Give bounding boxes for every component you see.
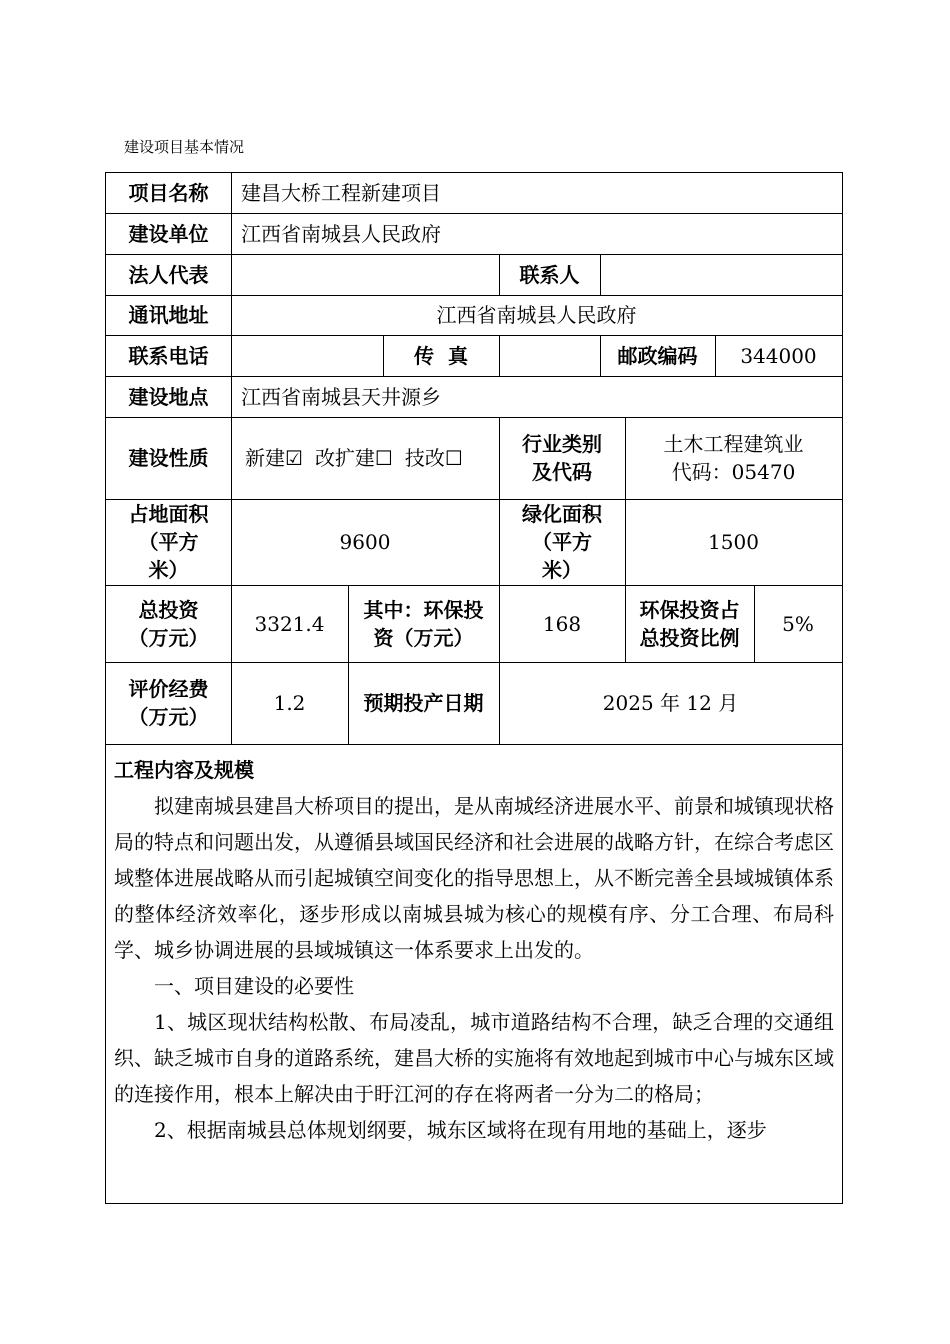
industry-label — [499, 417, 625, 499]
invest-label — [106, 585, 231, 662]
address-label: 通讯地址 — [128, 303, 209, 327]
date-value: 2025 年 12 月 — [602, 691, 739, 715]
unit-value: 江西省南城县人民政府 — [241, 221, 441, 246]
industry-value — [625, 417, 842, 499]
area-label-line3: 米） — [148, 558, 189, 582]
invest-value: 3321.4 — [254, 611, 325, 636]
fee-label-line2: （万元） — [128, 705, 209, 729]
nature-new-checkbox: 新建☑ — [245, 446, 303, 470]
nature-expand-checkbox: 改扩建☐ — [314, 446, 393, 470]
site-value: 江西省南城县天井源乡 — [241, 384, 441, 409]
content-heading: 工程内容及规模 — [114, 758, 254, 782]
ratio-value: 5% — [782, 611, 814, 636]
green-label-line2: （平方 — [532, 530, 592, 554]
phone-value — [231, 335, 383, 376]
project-info-table — [105, 172, 843, 1204]
nature-options — [231, 417, 499, 499]
unit-label: 建设单位 — [128, 221, 209, 246]
env-invest-label-line2: 资（万元） — [373, 625, 474, 650]
project-name-value: 建昌大桥工程新建项目 — [241, 181, 441, 205]
env-invest-label-line1: 其中：环保投 — [363, 597, 484, 622]
section-caption: 建设项目基本情况 — [124, 138, 245, 156]
invest-label-line2: （万元） — [128, 625, 209, 650]
fee-value: 1.2 — [273, 691, 306, 715]
content-paragraph-item2: 2、根据南城县总体规划纲要，城东区域将在现有用地的基础上，逐步 — [154, 1118, 767, 1142]
area-value: 9600 — [339, 530, 391, 554]
address-value: 江西省南城县人民政府 — [436, 303, 637, 327]
postcode-value: 344000 — [740, 343, 817, 368]
invest-label-line1: 总投资 — [138, 597, 199, 622]
area-label-line1: 占地面积 — [128, 502, 209, 526]
green-label-line3: 米） — [542, 558, 582, 582]
ratio-label-line1: 环保投资占 — [639, 597, 740, 622]
green-value: 1500 — [708, 530, 759, 554]
fax-value — [499, 335, 600, 376]
industry-label-line2: 及代码 — [532, 460, 592, 484]
content-paragraph-necessity: 一、项目建设的必要性 — [154, 974, 354, 998]
area-label-line2: （平方 — [138, 530, 199, 554]
legal-rep-value — [231, 254, 499, 295]
contact-value — [600, 254, 842, 295]
phone-label: 联系电话 — [128, 343, 209, 368]
green-label-line1: 绿化面积 — [522, 502, 602, 526]
green-label — [499, 499, 625, 585]
contact-label: 联系人 — [519, 262, 580, 287]
ratio-label — [625, 585, 754, 662]
content-paragraph-intro: 拟建南城县建昌大桥项目的提出，是从南城经济进展水平、前景和城镇现状格局的特点和问题出发，从遵循县域国民经济和社会进展的战略方针，在综合考虑区域整体进展战略从而引起城镇空间变化的指导思想上，从不断完善全县域城镇体系的整体经济效率化，逐步形成以南城县城为核心的规模有序、分工合理、布局科学、城乡协调进展的县域城镇这一体系要求上出发的。 — [114, 794, 834, 962]
env-invest-label — [348, 585, 499, 662]
legal-rep-label: 法人代表 — [128, 262, 209, 287]
industry-value-line1: 土木工程建筑业 — [663, 432, 804, 456]
area-label — [106, 499, 231, 585]
project-name-label: 项目名称 — [128, 181, 209, 205]
nature-label: 建设性质 — [128, 446, 209, 470]
industry-code: 代码：05470 — [671, 460, 796, 484]
env-invest-value: 168 — [542, 611, 582, 636]
content-paragraph-item1: 1、城区现状结构松散、布局凌乱，城市道路结构不合理，缺乏合理的交通组织、缺乏城市自身的道路系统，建昌大桥的实施将有效地起到城市中心与城东区域的连接作用，根本上解决由于盱江河的存在将两者一分为二的格局； — [114, 1010, 834, 1106]
date-label: 预期投产日期 — [363, 691, 484, 715]
project-content-section — [106, 744, 842, 1203]
ratio-label-line2: 总投资比例 — [639, 625, 740, 650]
industry-label-line1: 行业类别 — [522, 432, 602, 456]
site-label: 建设地点 — [128, 384, 209, 409]
postcode-label: 邮政编码 — [617, 343, 698, 368]
fee-label — [106, 662, 231, 744]
fee-label-line1: 评价经费 — [128, 677, 209, 701]
nature-tech-checkbox: 技改☐ — [404, 446, 463, 470]
fax-label: 传 真 — [414, 343, 468, 368]
